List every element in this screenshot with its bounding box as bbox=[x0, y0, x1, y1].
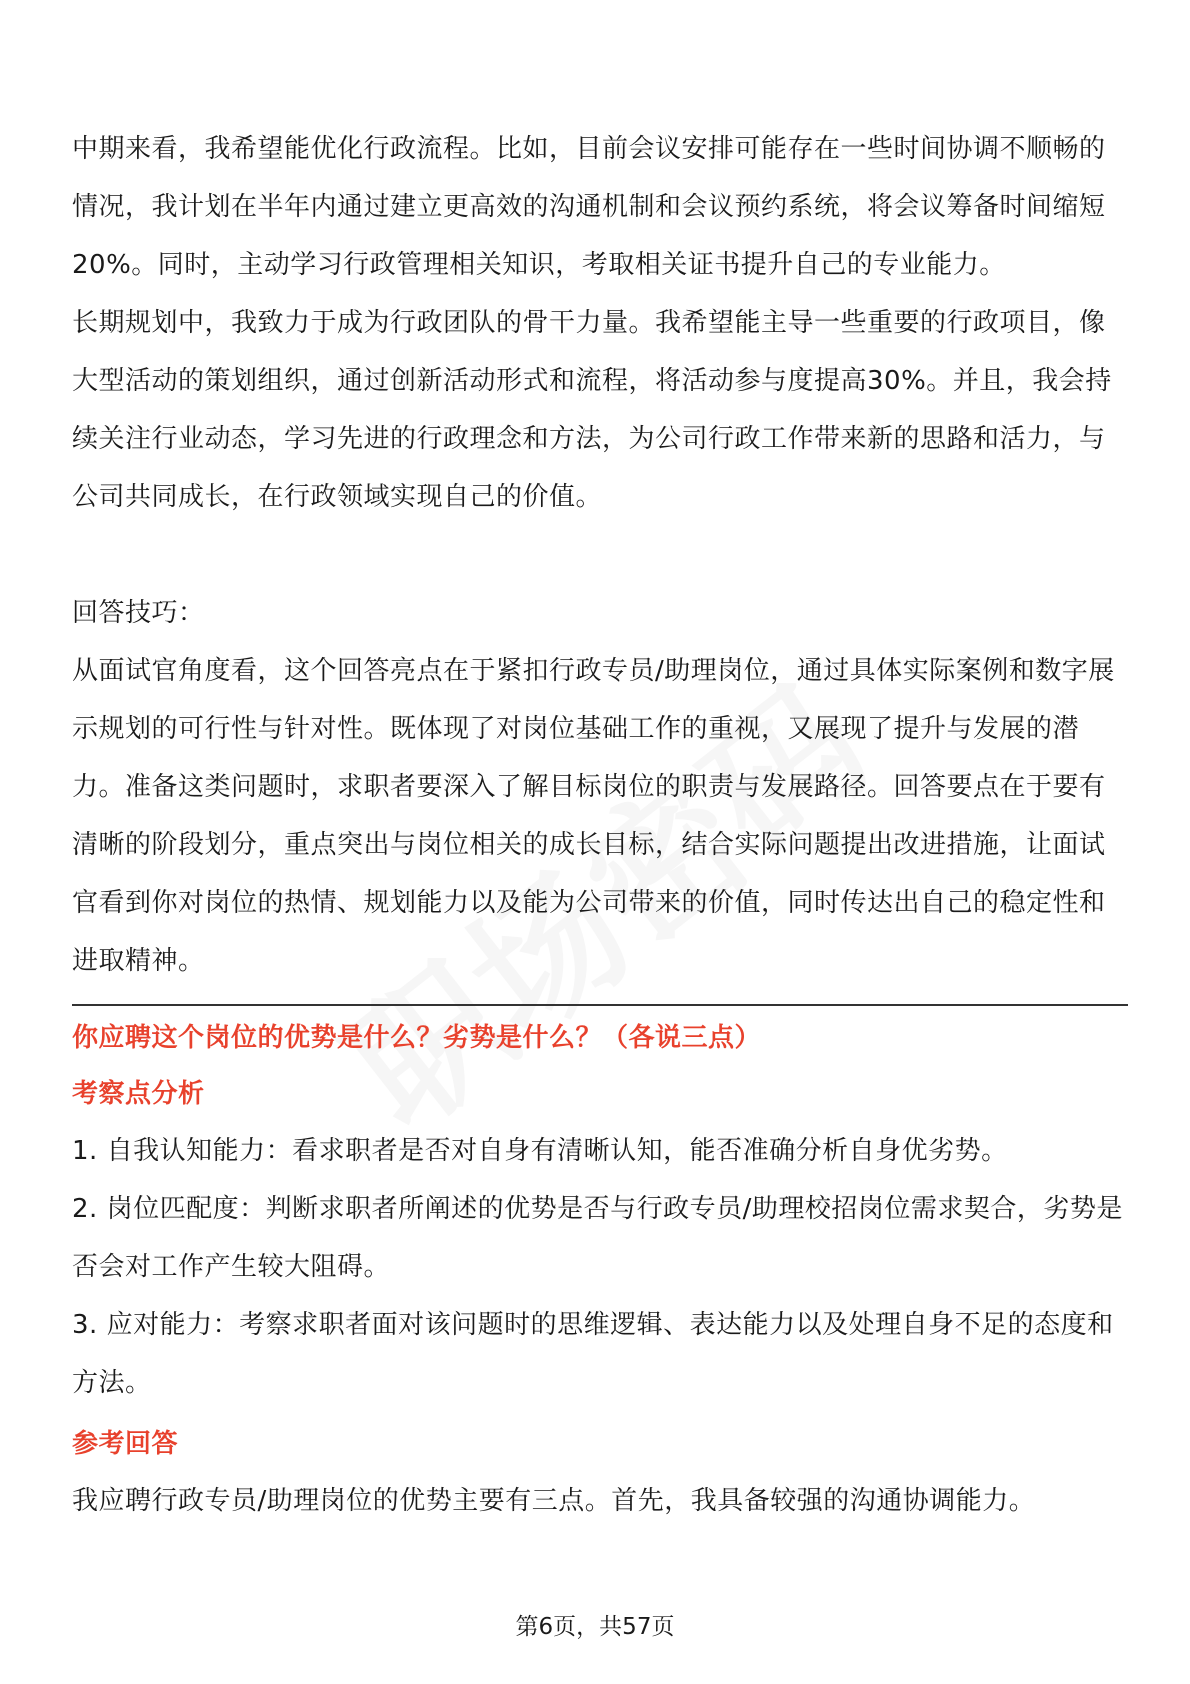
tips-label: 回答技巧： bbox=[72, 598, 205, 628]
analysis-heading: 考察点分析 bbox=[72, 1079, 205, 1109]
question-title: 你应聘这个岗位的优势是什么？劣势是什么？（各说三点） bbox=[72, 1023, 762, 1053]
tips-text: 从面试官角度看，这个回答亮点在于紧扣行政专员/助理岗位，通过具体实际案例和数字展示规划的可行性与针对性。既体现了对岗位基础工作的重视，又展现了提升与发展的潜力。准备这类问题时，求职者要深入了解目标岗位的职责与发展路径。回答要点在于要有清晰的阶段划分，重点突出与岗位相关的成长目标，结合实际问题提出改进措施，让面试官看到你对岗位的热情、规划能力以及能为公司带来的价值，同时传达出自己的稳定性和进取精神。 bbox=[72, 656, 1115, 976]
list-item: 1. 自我认知能力：看求职者是否对自身有清晰认知，能否准确分析自身优劣势。 bbox=[72, 1136, 1008, 1166]
reference-heading: 参考回答 bbox=[72, 1429, 179, 1459]
list-item: 3. 应对能力：考察求职者面对该问题时的思维逻辑、表达能力以及处理自身不足的态度和方法。 bbox=[72, 1310, 1114, 1398]
list-item: 2. 岗位匹配度：判断求职者所阐述的优势是否与行政专员/助理校招岗位需求契合，劣势是否会对工作产生较大阻碍。 bbox=[72, 1194, 1123, 1282]
analysis-list bbox=[72, 1122, 1128, 1412]
reference-text: 我应聘行政专员/助理岗位的优势主要有三点。首先，我具备较强的沟通协调能力。 bbox=[72, 1486, 1036, 1516]
blank-line bbox=[72, 526, 1128, 584]
page-number: 第6页，共57页 bbox=[515, 1614, 675, 1640]
section-divider bbox=[72, 1004, 1128, 1006]
paragraph-mid-term: 中期来看，我希望能优化行政流程。比如，目前会议安排可能存在一些时间协调不顺畅的情况，我计划在半年内通过建立更高效的沟通机制和会议预约系统，将会议筹备时间缩短20%。同时，主动学习行政管理相关知识，考取相关证书提升自己的专业能力。 bbox=[72, 134, 1106, 280]
page-content bbox=[72, 120, 1128, 1530]
paragraph-long-term: 长期规划中，我致力于成为行政团队的骨干力量。我希望能主导一些重要的行政项目，像大型活动的策划组织，通过创新活动形式和流程，将活动参与度提高30%。并且，我会持续关注行业动态，学习先进的行政理念和方法，为公司行政工作带来新的思路和活力，与公司共同成长，在行政领域实现自己的价值。 bbox=[72, 308, 1112, 512]
